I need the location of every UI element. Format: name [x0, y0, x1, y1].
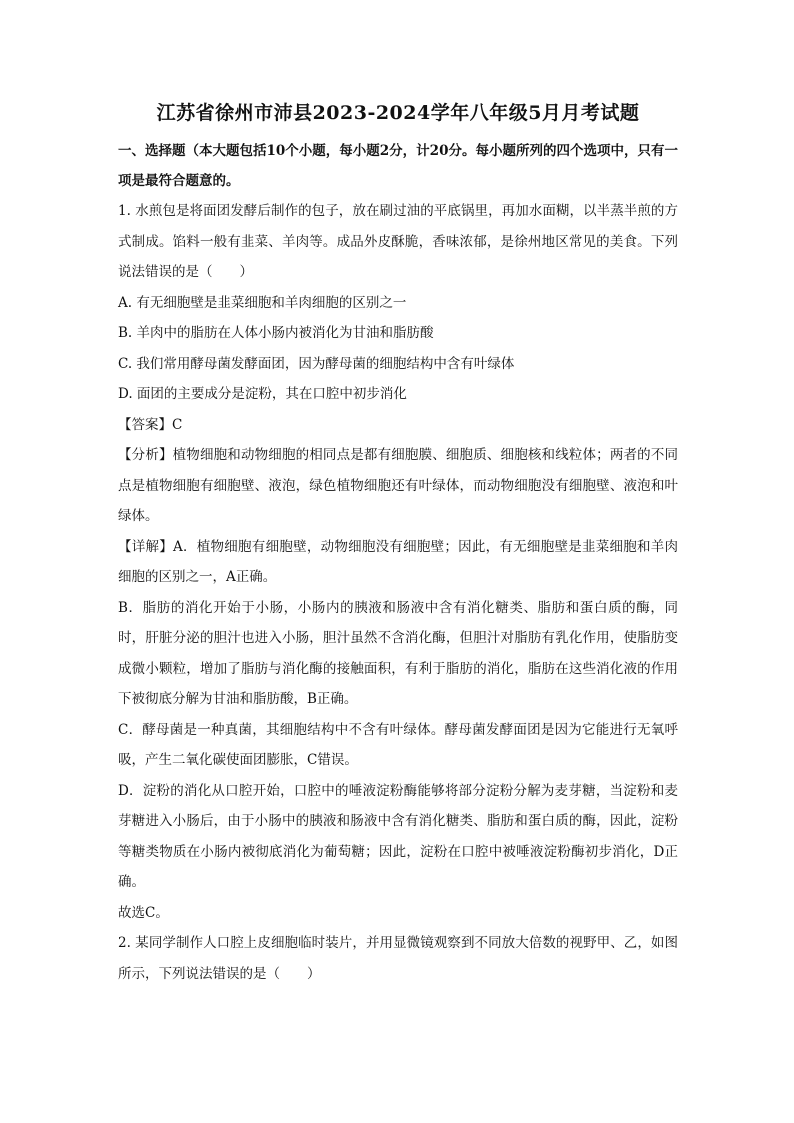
document-title: 江苏省徐州市沛县2023-2024学年八年级5月月考试题: [156, 102, 640, 124]
option-a: A. 有无细胞壁是韭菜细胞和羊肉细胞的区别之一: [118, 294, 407, 311]
question-stem: 2. 某同学制作人口腔上皮细胞临时装片，并用显微镜观察到不同放大倍数的视野甲、乙，如图所示，下列说法错误的是（ ）: [118, 935, 678, 982]
document-page: [118, 100, 678, 989]
option-d: D. 面团的主要成分是淀粉，其在口腔中初步消化: [118, 386, 407, 402]
option-c: C. 我们常用酵母菌发酵面团，因为酵母菌的细胞结构中含有叶绿体: [118, 355, 515, 372]
section-heading: 一、选择题（本大题包括10个小题，每小题2分，计20分。每小题所列的四个选项中，只有一项是最符合题意的。: [118, 143, 678, 189]
option-b: B. 羊肉中的脂肪在人体小肠内被消化为甘油和脂肪酸: [118, 325, 434, 341]
question-1: [118, 196, 678, 928]
answer-line: 【答案】C: [118, 416, 183, 433]
question-stem: 1. 水煎包是将面团发酵后制作的包子，放在刷过油的平底锅里，再加水面糊，以半蒸半煎的方式制成。馅料一般有韭菜、羊肉等。成品外皮酥脆，香味浓郁，是徐州地区常见的美食。下列说法错误的是（ ）: [118, 203, 678, 280]
analysis-paragraph: 【分析】植物细胞和动物细胞的相同点是都有细胞膜、细胞质、细胞核和线粒体；两者的不同点是植物细胞有细胞壁、液泡，绿色植物细胞还有叶绿体，而动物细胞没有细胞壁、液泡和叶绿体。: [118, 447, 678, 524]
detail-a-paragraph: 【详解】A．植物细胞有细胞壁，动物细胞没有细胞壁；因此，有无细胞壁是韭菜细胞和羊肉细胞的区别之一，A正确。: [118, 538, 678, 585]
detail-b-paragraph: B．脂肪的消化开始于小肠，小肠内的胰液和肠液中含有消化糖类、脂肪和蛋白质的酶，同时，肝脏分泌的胆汁也进入小肠，胆汁虽然不含消化酶，但胆汁对脂肪有乳化作用，使脂肪变成微小颗粒，增加了脂肪与消化酶的接触面积，有利于脂肪的消化，脂肪在这些消化液的作用下被彻底分解为甘油和脂肪酸，B正确。: [118, 599, 678, 707]
conclusion-line: 故选C。: [118, 904, 169, 921]
detail-d-paragraph: D．淀粉的消化从口腔开始，口腔中的唾液淀粉酶能够将部分淀粉分解为麦芽糖，当淀粉和麦芽糖进入小肠后，由于小肠中的胰液和肠液中含有消化糖类、脂肪和蛋白质的酶，因此，淀粉等糖类物质在小肠内被彻底消化为葡萄糖；因此，淀粉在口腔中被唾液淀粉酶初步消化，D正确。: [118, 782, 678, 890]
detail-c-paragraph: C．酵母菌是一种真菌，其细胞结构中不含有叶绿体。酵母菌发酵面团是因为它能进行无氧呼吸，产生二氧化碳使面团膨胀，C错误。: [118, 721, 678, 768]
question-2: [118, 928, 678, 989]
